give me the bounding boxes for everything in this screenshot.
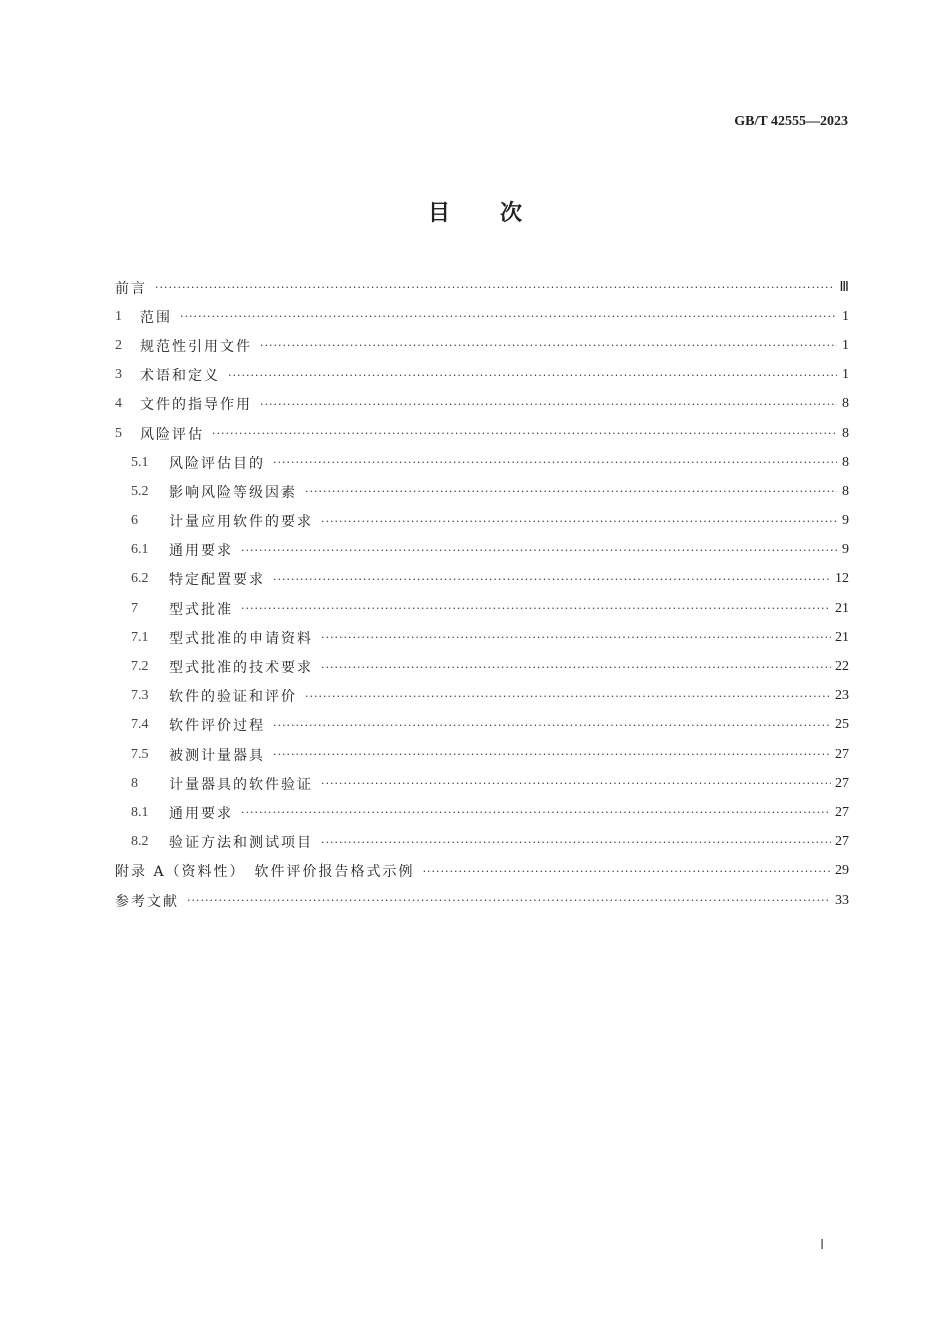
toc-entry-label: 型式批准的申请资料: [169, 630, 313, 647]
toc-entry-label: 特定配置要求: [169, 572, 265, 589]
toc-entry[interactable]: [115, 682, 849, 711]
dot-leader: [180, 310, 837, 323]
toc-entry-number: 8: [131, 775, 138, 791]
toc-entry-number: 4: [115, 396, 122, 412]
toc-entry[interactable]: [115, 565, 849, 594]
toc-entry-page: 1: [842, 337, 849, 353]
toc-entry-label: 型式批准的技术要求: [169, 660, 313, 677]
toc-entry-page: 21: [835, 629, 849, 645]
toc-entry-page: 9: [842, 513, 849, 529]
dot-leader: [273, 719, 831, 732]
toc-entry-number: 6.2: [131, 571, 149, 587]
toc-entry-label: 型式批准: [169, 601, 233, 618]
toc-entry-label: 计量器具的软件验证: [169, 776, 313, 793]
toc-entry-page: 27: [835, 804, 849, 820]
toc-entry-page: 22: [835, 659, 849, 675]
toc-entry[interactable]: [115, 740, 849, 769]
toc-entry-number: 5: [115, 425, 122, 441]
page-number: Ⅰ: [820, 1238, 825, 1253]
toc-entry[interactable]: [115, 623, 849, 652]
toc-entry-page: 1: [842, 367, 849, 383]
toc-entry-label: 软件的验证和评价: [169, 689, 297, 706]
toc-entry-label: 通用要求: [169, 805, 233, 822]
toc-entry[interactable]: [115, 652, 849, 681]
toc-entry-number: 7.5: [131, 746, 149, 762]
toc-entry-number: 8.2: [131, 834, 149, 850]
toc-entry-page: 12: [835, 571, 849, 587]
toc-entry[interactable]: [115, 507, 849, 536]
toc-entry-page: 27: [835, 834, 849, 850]
toc-entry[interactable]: [115, 419, 849, 448]
toc-entry-label: 验证方法和测试项目: [169, 835, 313, 852]
toc-entry-page: 1: [842, 308, 849, 324]
dot-leader: [260, 398, 837, 411]
toc-entry-number: 7.3: [131, 688, 149, 704]
toc-entry-page: 27: [835, 746, 849, 762]
toc-entry-label: 软件评价过程: [169, 718, 265, 735]
toc-entry-page: Ⅲ: [839, 280, 849, 296]
toc-entry[interactable]: [115, 798, 849, 827]
toc-entry[interactable]: [115, 477, 849, 506]
toc-entry-label: 文件的指导作用: [140, 397, 252, 414]
dot-leader: [187, 894, 831, 907]
dot-leader: [155, 281, 835, 294]
table-of-contents: [115, 273, 849, 915]
toc-entry-page: 29: [835, 863, 849, 879]
toc-entry[interactable]: [115, 302, 849, 331]
page-title: 目次: [427, 201, 572, 226]
dot-leader: [321, 836, 831, 849]
dot-leader: [273, 456, 837, 469]
toc-entry-label: 被测计量器具: [169, 747, 265, 764]
toc-entry[interactable]: [115, 390, 849, 419]
toc-entry[interactable]: [115, 857, 849, 886]
toc-entry-number: 5.2: [131, 483, 149, 499]
dot-leader: [241, 602, 831, 615]
toc-entry-label: 通用要求: [169, 543, 233, 560]
standard-number: GB/T 42555—2023: [734, 114, 848, 129]
dot-leader: [321, 631, 831, 644]
toc-entry-page: 23: [835, 688, 849, 704]
toc-entry-label: 术语和定义: [140, 368, 220, 385]
toc-entry-label: 参考文献: [115, 893, 179, 910]
toc-entry-label: 风险评估目的: [169, 455, 265, 472]
toc-entry-number: 5.1: [131, 454, 149, 470]
toc-entry-page: 8: [842, 483, 849, 499]
toc-entry-number: 7.1: [131, 629, 149, 645]
toc-entry-label: 风险评估: [140, 426, 204, 443]
toc-entry[interactable]: [115, 448, 849, 477]
toc-entry-label: 附录 A（资料性） 软件评价报告格式示例: [115, 864, 415, 881]
dot-leader: [321, 777, 831, 790]
toc-entry-number: 6: [131, 513, 138, 529]
toc-entry[interactable]: [115, 536, 849, 565]
toc-entry-page: 33: [835, 892, 849, 908]
toc-entry[interactable]: [115, 594, 849, 623]
dot-leader: [228, 369, 837, 382]
dot-leader: [321, 515, 837, 528]
toc-entry[interactable]: [115, 769, 849, 798]
toc-entry[interactable]: [115, 828, 849, 857]
dot-leader: [241, 544, 837, 557]
toc-entry-number: 7.2: [131, 659, 149, 675]
dot-leader: [260, 339, 837, 352]
toc-entry-number: 2: [115, 337, 122, 353]
toc-entry-label: 规范性引用文件: [140, 338, 252, 355]
toc-entry-page: 21: [835, 600, 849, 616]
toc-entry[interactable]: [115, 331, 849, 360]
toc-entry-label: 范围: [140, 309, 172, 326]
toc-entry-number: 3: [115, 367, 122, 383]
toc-entry-page: 8: [842, 396, 849, 412]
toc-entry-number: 7.4: [131, 717, 149, 733]
dot-leader: [273, 748, 831, 761]
toc-entry-label: 计量应用软件的要求: [169, 514, 313, 531]
toc-entry-page: 27: [835, 775, 849, 791]
toc-entry[interactable]: [115, 361, 849, 390]
dot-leader: [305, 690, 831, 703]
toc-entry[interactable]: [115, 273, 849, 302]
toc-entry-number: 7: [131, 600, 138, 616]
toc-entry-number: 8.1: [131, 804, 149, 820]
toc-entry-page: 8: [842, 425, 849, 441]
toc-entry-number: 1: [115, 308, 122, 324]
toc-entry-page: 9: [842, 542, 849, 558]
toc-entry-label: 前言: [115, 280, 147, 297]
dot-leader: [212, 427, 837, 440]
toc-entry-label: 影响风险等级因素: [169, 484, 297, 501]
toc-entry[interactable]: [115, 711, 849, 740]
dot-leader: [321, 661, 831, 674]
dot-leader: [273, 573, 831, 586]
toc-entry[interactable]: [115, 886, 849, 915]
dot-leader: [305, 485, 837, 498]
toc-entry-page: 25: [835, 717, 849, 733]
toc-entry-number: 6.1: [131, 542, 149, 558]
dot-leader: [423, 865, 831, 878]
toc-entry-page: 8: [842, 454, 849, 470]
dot-leader: [241, 806, 831, 819]
